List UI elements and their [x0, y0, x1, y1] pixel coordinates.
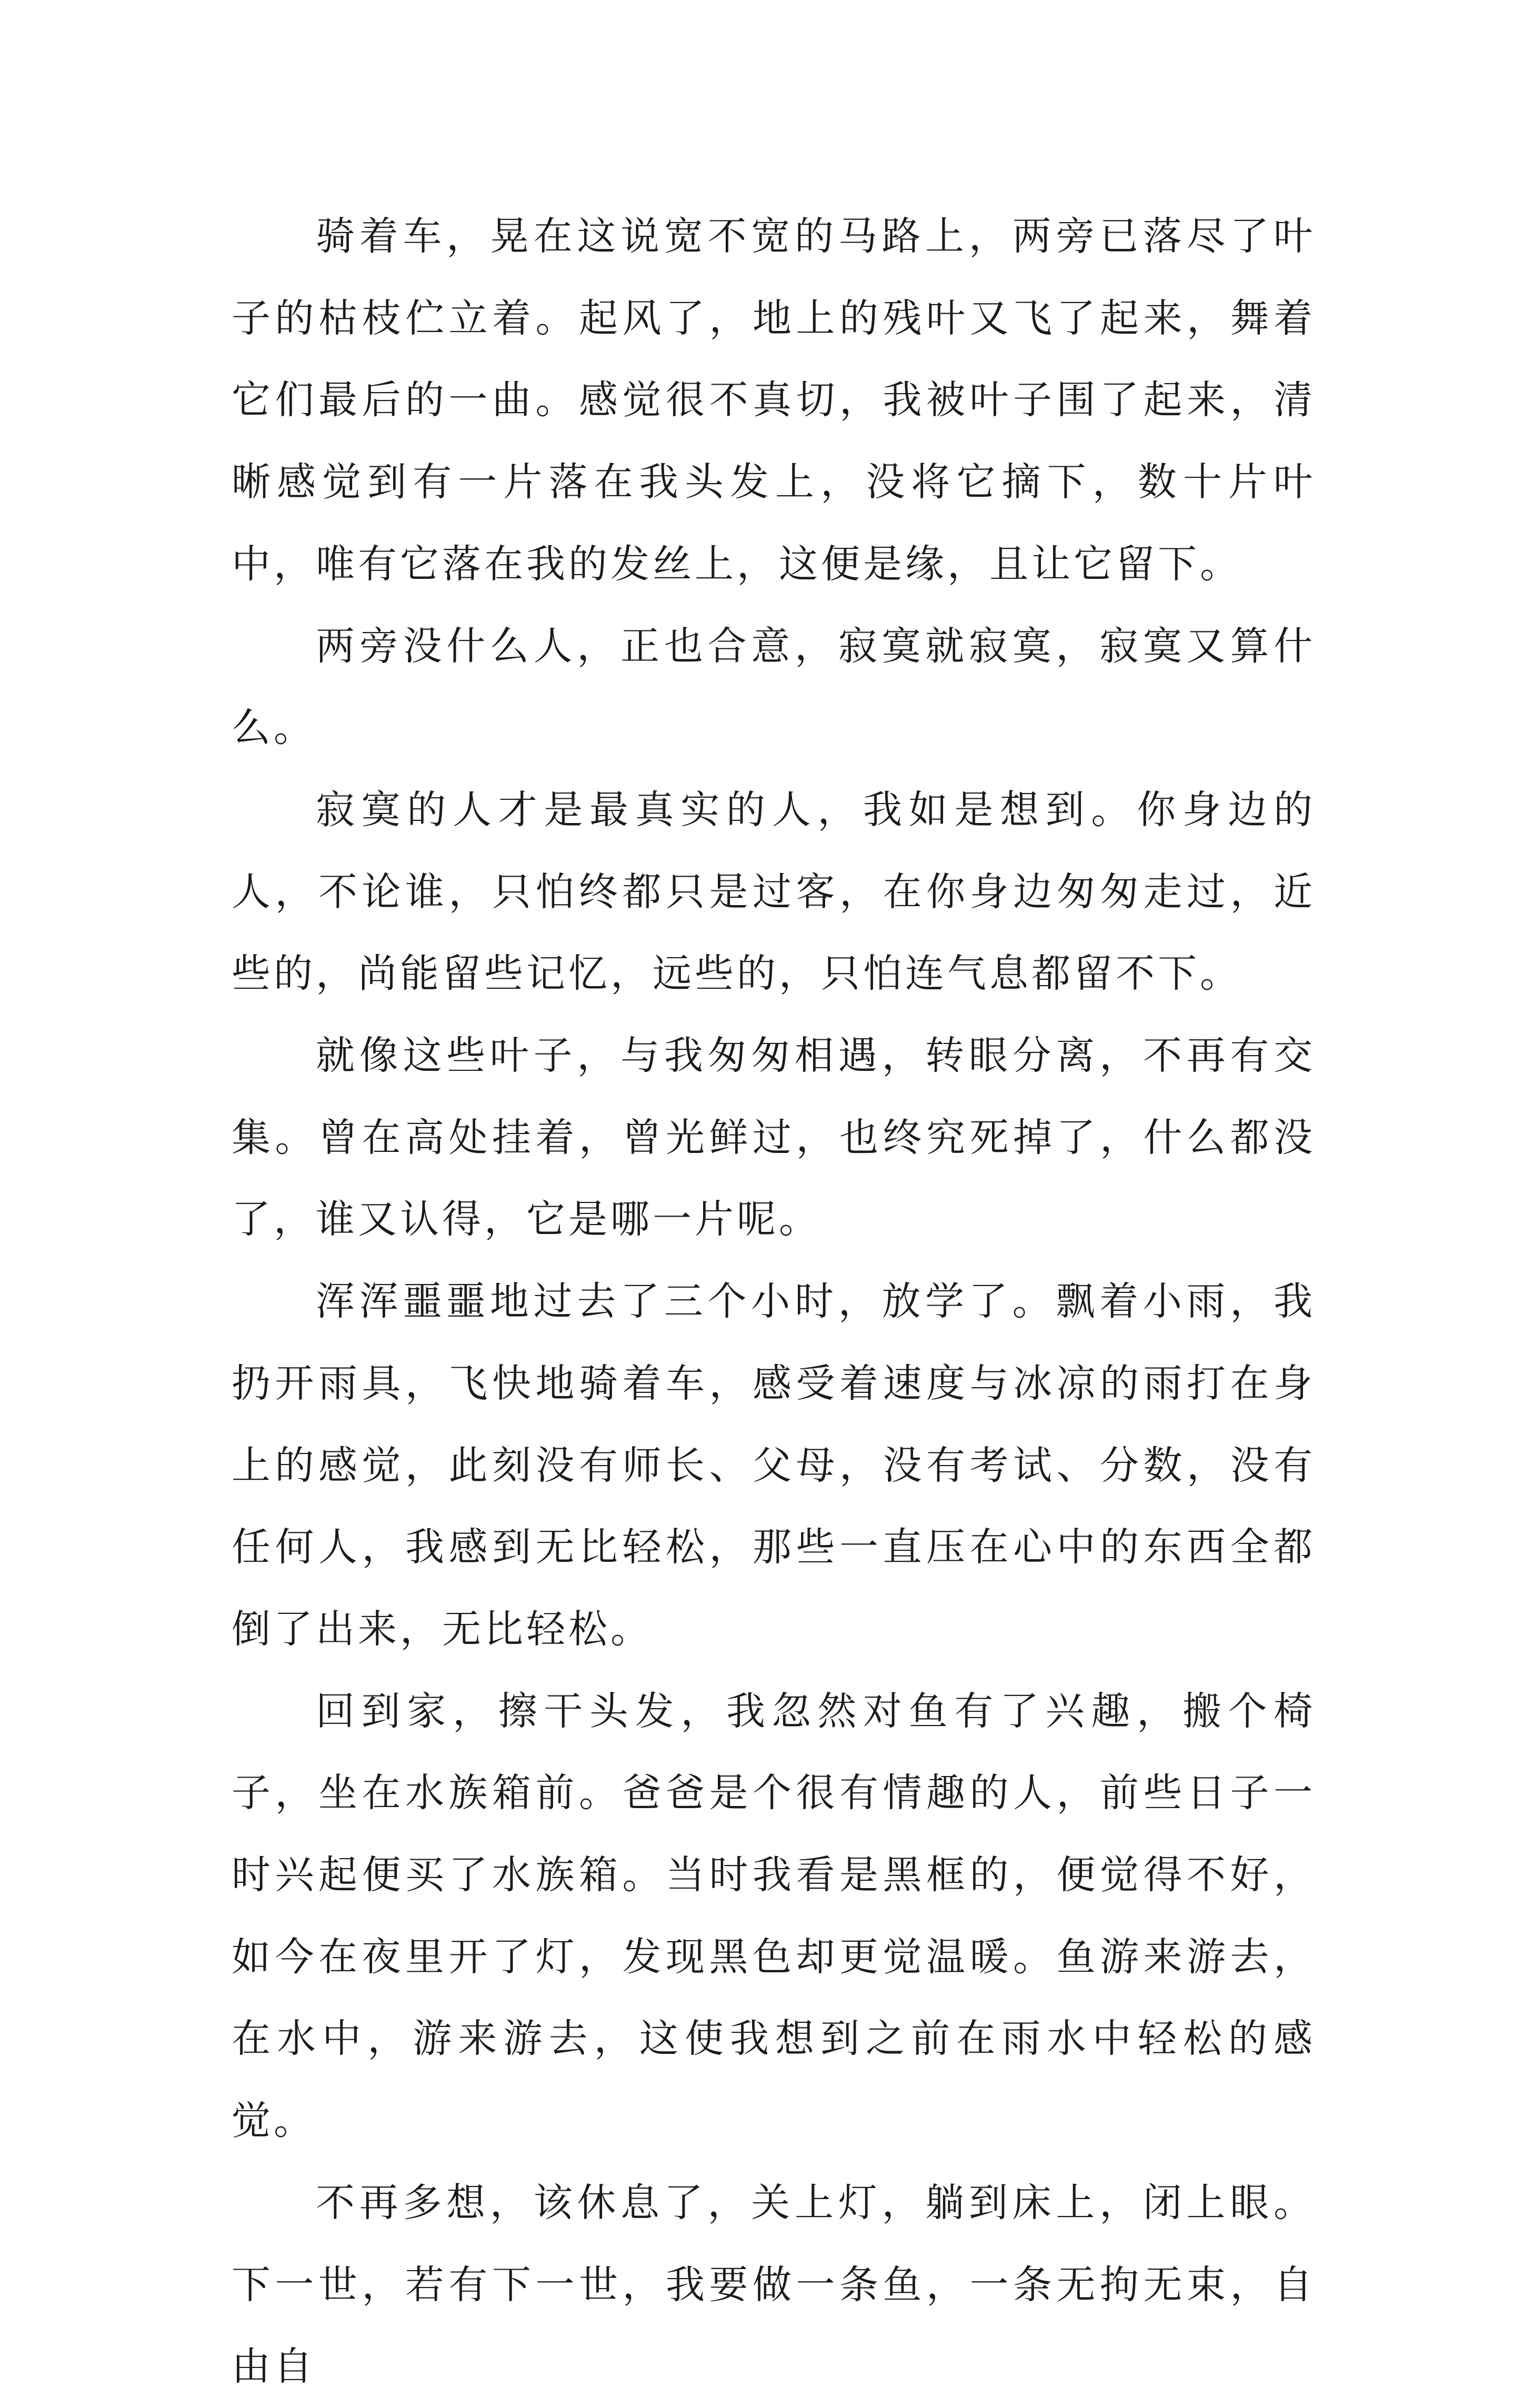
- paragraph-7: 不再多想，该休息了，关上灯，躺到床上，闭上眼。下一世，若有下一世，我要做一条鱼，一条无拘无束，自由自: [232, 2180, 1316, 2390]
- document-body: [232, 196, 1316, 2408]
- paragraph-2: 两旁没什么人，正也合意，寂寞就寂寞，寂寞又算什么。: [232, 623, 1316, 751]
- paragraph-3: 寂寞的人才是最真实的人，我如是想到。你身边的人，不论谁，只怕终都只是过客，在你身边匆匆走过，近些的，尚能留些记忆，远些的，只怕连气息都留不下。: [232, 787, 1316, 997]
- paragraph-6: 回到家，擦干头发，我忽然对鱼有了兴趣，搬个椅子，坐在水族箱前。爸爸是个很有情趣的人，前些日子一时兴起便买了水族箱。当时我看是黑框的，便觉得不好，如今在夜里开了灯，发现黑色却更觉温暖。鱼游来游去，在水中，游来游去，这使我想到之前在雨水中轻松的感觉。: [232, 1688, 1316, 2144]
- paragraph-5: 浑浑噩噩地过去了三个小时，放学了。飘着小雨，我扔开雨具，飞快地骑着车，感受着速度与冰凉的雨打在身上的感觉，此刻没有师长、父母，没有考试、分数，没有任何人，我感到无比轻松，那些一直压在心中的东西全都倒了出来，无比轻松。: [232, 1279, 1316, 1652]
- paragraph-4: 就像这些叶子，与我匆匆相遇，转眼分离，不再有交集。曾在高处挂着，曾光鲜过，也终究死掉了，什么都没了，谁又认得，它是哪一片呢。: [232, 1033, 1316, 1242]
- paragraph-1: 骑着车，晃在这说宽不宽的马路上，两旁已落尽了叶子的枯枝伫立着。起风了，地上的残叶又飞了起来，舞着它们最后的一曲。感觉很不真切，我被叶子围了起来，清晰感觉到有一片落在我头发上，没将它摘下，数十片叶中，唯有它落在我的发丝上，这便是缘，且让它留下。: [232, 214, 1316, 587]
